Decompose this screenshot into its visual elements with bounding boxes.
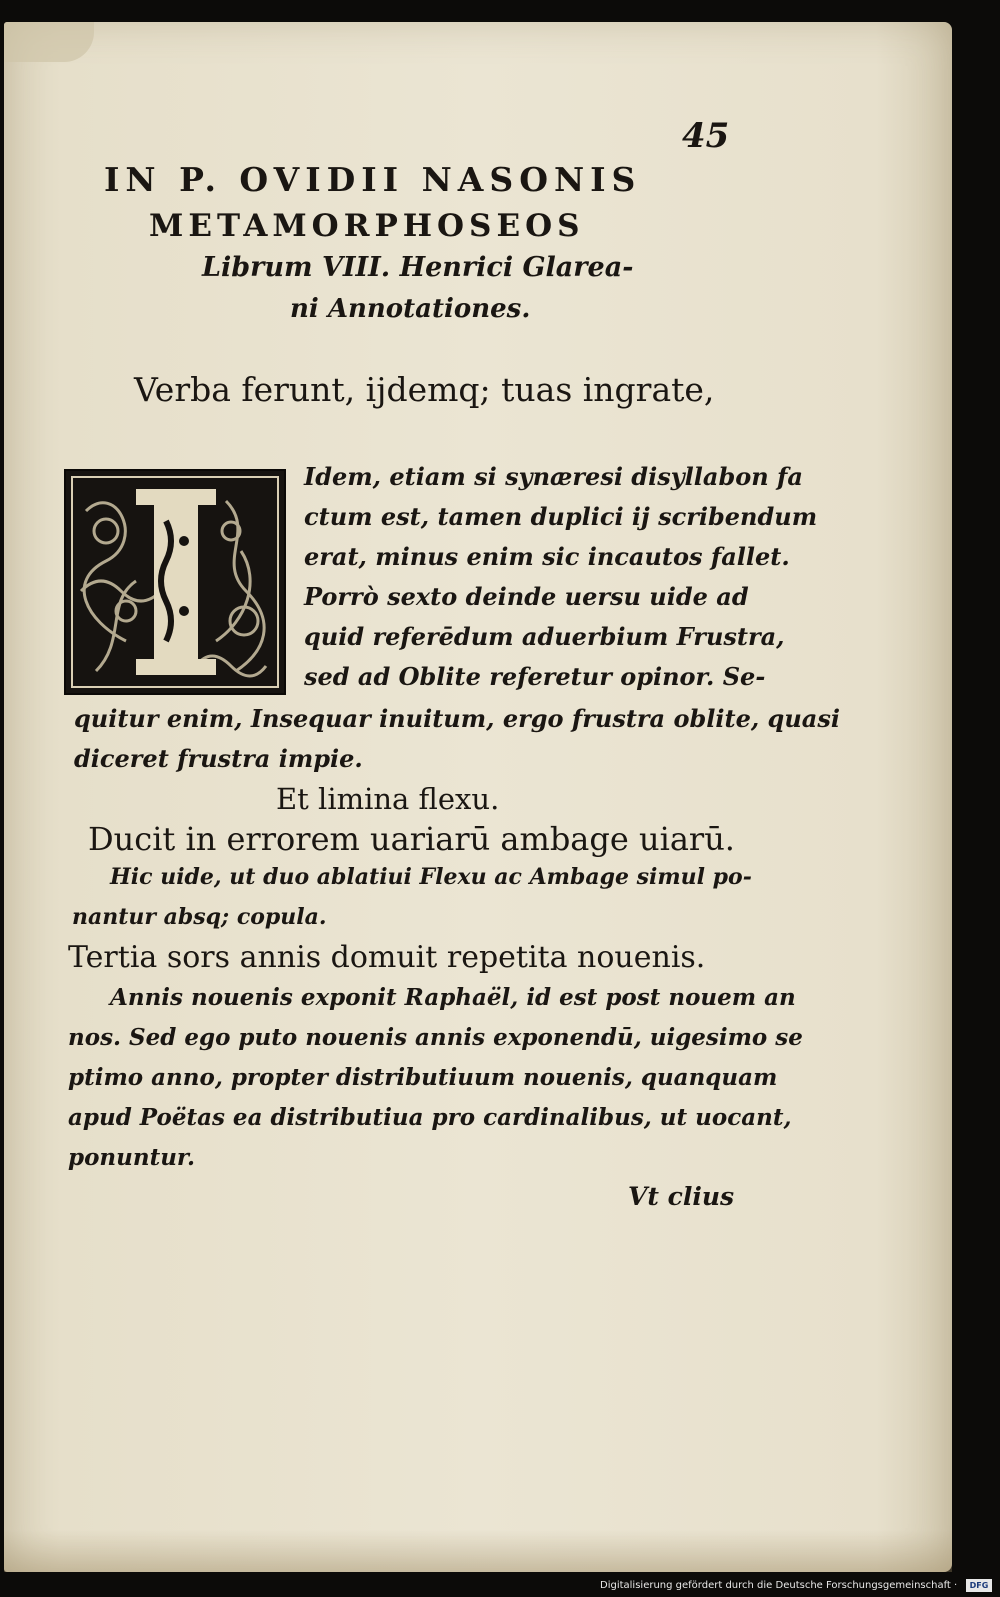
title-line-3: Librum VIII. Henrici Glarea- xyxy=(202,252,634,283)
title-line-4: ni Annotationes. xyxy=(290,294,531,324)
note1-line-2: nantur absq; copula. xyxy=(72,904,327,930)
body-line-1: Idem, etiam si synæresi disyllabon fa xyxy=(304,462,803,491)
body-line-2: ctum est, tamen duplici ij scribendum xyxy=(304,502,818,531)
digitization-credit: Digitalisierung gefördert durch die Deutsche Forschungsgemeinschaft · xyxy=(600,1580,958,1591)
note2-line-5: ponuntur. xyxy=(68,1144,195,1171)
body-line-5: quid referēdum aduerbium Frustra, xyxy=(304,622,785,651)
note2-line-4: apud Poëtas ea distributiua pro cardinalibus, ut uocant, xyxy=(68,1104,792,1131)
lemma-et-limina: Et limina flexu. xyxy=(276,782,500,816)
lemma-ducit-in-errorem: Ducit in errorem uariarū ambage uiarū. xyxy=(88,820,735,858)
title-line-2: METAMORPHOSEOS xyxy=(149,208,585,244)
note2-line-2: nos. Sed ego puto nouenis annis exponendū, uigesimo se xyxy=(68,1024,803,1051)
body-line-4: Porrò sexto deinde uersu uide ad xyxy=(304,582,749,611)
body-line-6: sed ad Oblite referetur opinor. Se- xyxy=(304,662,766,691)
body-line-7: quitur enim, Insequar inuitum, ergo frustra oblite, quasi xyxy=(74,704,840,733)
lemma-verba-ferunt: Verba ferunt, ijdemq; tuas ingrate, xyxy=(134,370,715,409)
note2-line-1: Annis nouenis exponit Raphaël, id est post nouem an xyxy=(110,984,796,1011)
catchword: Vt clius xyxy=(628,1182,735,1211)
ornament-initial-icon xyxy=(66,471,284,693)
body-line-3: erat, minus enim sic incautos fallet. xyxy=(304,542,790,571)
dfg-logo: DFG xyxy=(966,1579,992,1592)
note2-line-3: ptimo anno, propter distributiuum nouenis, quanquam xyxy=(68,1064,778,1091)
title-line-1: IN P. OVIDII NASONIS xyxy=(104,160,642,199)
decorated-initial-I xyxy=(64,469,286,695)
note1-line-1: Hic uide, ut duo ablatiui Flexu ac Ambage simul po- xyxy=(110,864,752,890)
lemma-tertia-sors: Tertia sors annis domuit repetita nouenis. xyxy=(68,940,706,975)
book-page xyxy=(4,22,952,1572)
body-line-8: diceret frustra impie. xyxy=(74,744,363,773)
folio-number: 45 xyxy=(682,116,730,156)
